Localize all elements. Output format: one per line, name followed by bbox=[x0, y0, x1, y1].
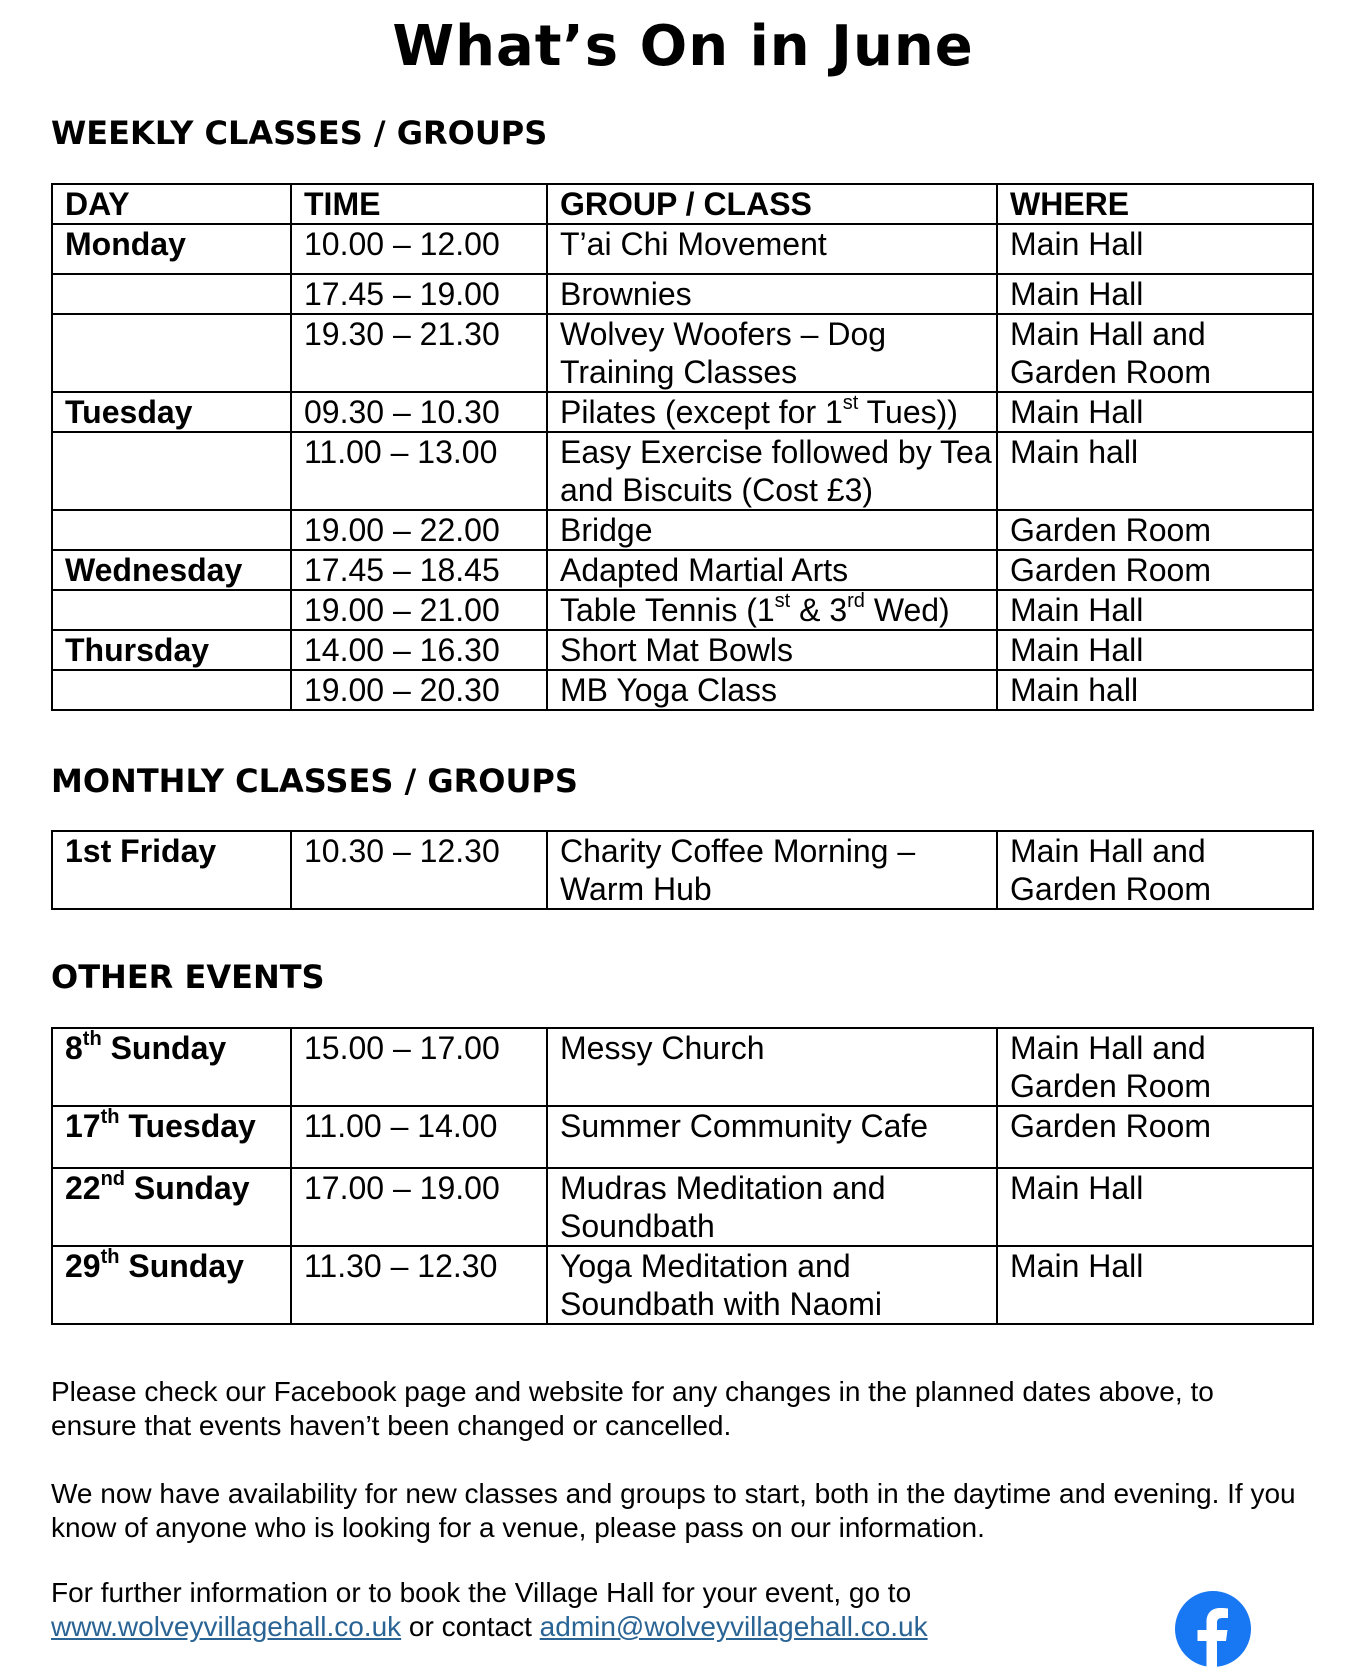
row-time: 15.00 – 17.00 bbox=[291, 1028, 547, 1106]
header-where: WHERE bbox=[997, 184, 1313, 224]
email-link[interactable]: admin@wolveyvillagehall.co.uk bbox=[539, 1611, 928, 1642]
row-time: 17.45 – 19.00 bbox=[291, 274, 547, 314]
table-row bbox=[52, 1028, 1313, 1106]
table-row bbox=[52, 1246, 1313, 1324]
row-where: Main Hall and Garden Room bbox=[997, 831, 1313, 909]
monthly-table bbox=[51, 830, 1314, 910]
day-number: 17 bbox=[65, 1108, 101, 1144]
table-row bbox=[52, 1168, 1313, 1246]
row-group-text: Tues)) bbox=[858, 394, 958, 430]
row-day bbox=[52, 1028, 291, 1106]
row-day bbox=[52, 1246, 291, 1324]
row-where: Main Hall bbox=[997, 274, 1313, 314]
notice-availability: We now have availability for new classes and groups to start, both in the daytime and evening. If you know of anyone who is looking for a venue, please pass on our information. bbox=[51, 1478, 1296, 1543]
table-row bbox=[52, 550, 1313, 590]
row-time: 14.00 – 16.30 bbox=[291, 630, 547, 670]
row-time: 19.00 – 21.00 bbox=[291, 590, 547, 630]
row-group: Wolvey Woofers – Dog Training Classes bbox=[547, 314, 997, 392]
row-group-text: Pilates (except for 1 bbox=[560, 394, 843, 430]
row-where: Garden Room bbox=[997, 1106, 1313, 1168]
other-events-heading: OTHER EVENTS bbox=[51, 958, 325, 996]
row-day bbox=[52, 1168, 291, 1246]
row-group-text: Wed) bbox=[864, 592, 950, 628]
table-row bbox=[52, 670, 1313, 710]
row-group: Yoga Meditation and Soundbath with Naomi bbox=[547, 1246, 997, 1324]
ordinal-suffix: rd bbox=[847, 590, 865, 613]
row-day: Thursday bbox=[52, 630, 291, 670]
row-time: 19.00 – 22.00 bbox=[291, 510, 547, 550]
header-group: GROUP / CLASS bbox=[547, 184, 997, 224]
ordinal-suffix: nd bbox=[100, 1168, 126, 1191]
row-where: Main Hall and Garden Room bbox=[997, 1028, 1313, 1106]
table-row bbox=[52, 590, 1313, 630]
row-group: Short Mat Bowls bbox=[547, 630, 997, 670]
facebook-icon[interactable] bbox=[1173, 1589, 1253, 1669]
row-day bbox=[52, 432, 291, 510]
day-number: 22 bbox=[65, 1170, 101, 1206]
row-where: Main Hall bbox=[997, 1246, 1313, 1324]
row-group bbox=[547, 590, 997, 630]
row-group: MB Yoga Class bbox=[547, 670, 997, 710]
notice-contact bbox=[51, 1576, 1301, 1644]
day-name: Sunday bbox=[119, 1248, 244, 1284]
row-group: Summer Community Cafe bbox=[547, 1106, 997, 1168]
weekly-heading: WEEKLY CLASSES / GROUPS bbox=[51, 114, 548, 152]
weekly-table bbox=[51, 183, 1314, 711]
row-day bbox=[52, 274, 291, 314]
table-row bbox=[52, 831, 1313, 909]
row-time: 11.00 – 14.00 bbox=[291, 1106, 547, 1168]
row-day bbox=[52, 1106, 291, 1168]
row-where: Main hall bbox=[997, 432, 1313, 510]
page-title: What’s On in June bbox=[392, 14, 974, 79]
row-day: Monday bbox=[52, 224, 291, 274]
row-group-text: & 3 bbox=[790, 592, 848, 628]
table-row bbox=[52, 274, 1313, 314]
monthly-heading: MONTHLY CLASSES / GROUPS bbox=[51, 762, 578, 800]
row-where: Main Hall bbox=[997, 224, 1313, 274]
header-day: DAY bbox=[52, 184, 291, 224]
row-group: Mudras Meditation and Soundbath bbox=[547, 1168, 997, 1246]
row-where: Main Hall bbox=[997, 392, 1313, 432]
row-day: Tuesday bbox=[52, 392, 291, 432]
row-time: 17.45 – 18.45 bbox=[291, 550, 547, 590]
day-name: Sunday bbox=[125, 1170, 250, 1206]
row-group: Bridge bbox=[547, 510, 997, 550]
row-time: 10.30 – 12.30 bbox=[291, 831, 547, 909]
ordinal-suffix: th bbox=[100, 1106, 120, 1129]
table-row bbox=[52, 432, 1313, 510]
row-where: Main Hall and Garden Room bbox=[997, 314, 1313, 392]
table-row bbox=[52, 314, 1313, 392]
contact-text: For further information or to book the Village Hall for your event, go to bbox=[51, 1577, 912, 1608]
row-day bbox=[52, 314, 291, 392]
row-group: Easy Exercise followed by Tea and Biscuits (Cost £3) bbox=[547, 432, 997, 510]
row-day bbox=[52, 670, 291, 710]
row-where: Garden Room bbox=[997, 510, 1313, 550]
row-time: 11.30 – 12.30 bbox=[291, 1246, 547, 1324]
website-link[interactable]: www.wolveyvillagehall.co.uk bbox=[51, 1611, 402, 1642]
row-group: Adapted Martial Arts bbox=[547, 550, 997, 590]
header-time: TIME bbox=[291, 184, 547, 224]
row-where: Main Hall bbox=[997, 630, 1313, 670]
ordinal-suffix: st bbox=[774, 590, 791, 613]
row-time: 10.00 – 12.00 bbox=[291, 224, 547, 274]
row-day: 1st Friday bbox=[52, 831, 291, 909]
ordinal-suffix: st bbox=[842, 392, 859, 415]
row-group: Brownies bbox=[547, 274, 997, 314]
row-where: Garden Room bbox=[997, 550, 1313, 590]
row-time: 17.00 – 19.00 bbox=[291, 1168, 547, 1246]
row-time: 19.00 – 20.30 bbox=[291, 670, 547, 710]
table-row bbox=[52, 510, 1313, 550]
or-contact-text: or contact bbox=[401, 1611, 540, 1642]
table-row bbox=[52, 392, 1313, 432]
notice-changes: Please check our Facebook page and website for any changes in the planned dates above, to ensure that events haven’t been changed or cancelled. bbox=[51, 1376, 1214, 1441]
row-time: 11.00 – 13.00 bbox=[291, 432, 547, 510]
row-group-text: Table Tennis (1 bbox=[560, 592, 775, 628]
row-group: T’ai Chi Movement bbox=[547, 224, 997, 274]
row-day bbox=[52, 590, 291, 630]
row-day bbox=[52, 510, 291, 550]
facebook-logo-graphic bbox=[1173, 1589, 1253, 1669]
row-time: 09.30 – 10.30 bbox=[291, 392, 547, 432]
row-group: Messy Church bbox=[547, 1028, 997, 1106]
row-time: 19.30 – 21.30 bbox=[291, 314, 547, 392]
day-number: 8 bbox=[65, 1030, 83, 1066]
day-name: Sunday bbox=[101, 1030, 227, 1066]
table-row bbox=[52, 630, 1313, 670]
table-row bbox=[52, 1106, 1313, 1168]
table-header-row bbox=[52, 184, 1313, 224]
row-group: Charity Coffee Morning – Warm Hub bbox=[547, 831, 997, 909]
row-where: Main Hall bbox=[997, 590, 1313, 630]
ordinal-suffix: th bbox=[82, 1028, 102, 1051]
other-events-table bbox=[51, 1027, 1314, 1325]
table-row bbox=[52, 224, 1313, 274]
day-name: Tuesday bbox=[119, 1108, 256, 1144]
ordinal-suffix: th bbox=[100, 1246, 120, 1269]
row-day: Wednesday bbox=[52, 550, 291, 590]
row-where: Main Hall bbox=[997, 1168, 1313, 1246]
row-group bbox=[547, 392, 997, 432]
day-number: 29 bbox=[65, 1248, 101, 1284]
row-where: Main hall bbox=[997, 670, 1313, 710]
